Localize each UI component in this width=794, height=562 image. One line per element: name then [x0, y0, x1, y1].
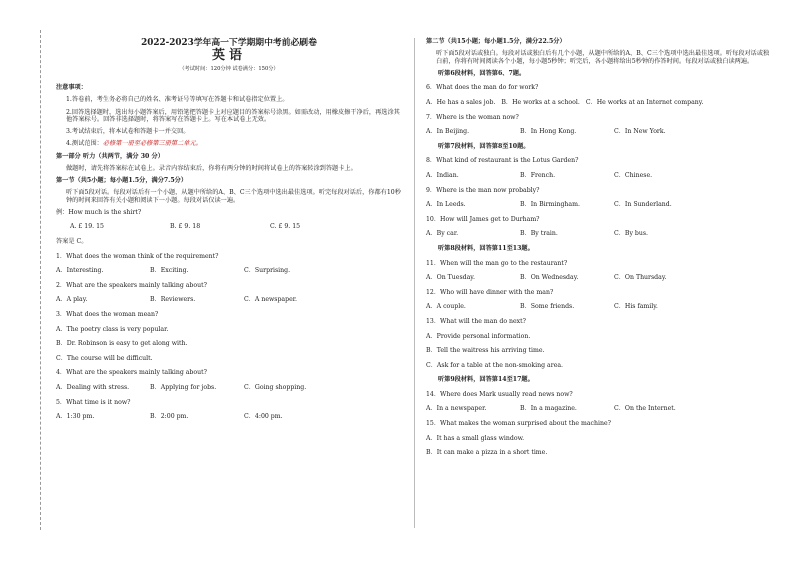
option: B．By train. — [520, 230, 558, 238]
notice-item: 1.答卷前，考生务必将自己的姓名、准考证号等填写在答题卡和试卷指定位置上。 — [66, 96, 289, 104]
option: C．4:00 pm. — [244, 413, 283, 421]
notice-item: 2.回答选择题时，选出每小题答案后，用铅笔把答题卡上对应题目的答案标号涂黑。如需改动，用橡皮擦干净后，再选涂其他答案标号。回答非选择题时，将答案写在答题卡上。写在本试卷上无效。 — [66, 108, 400, 124]
question-text: 13．What will the man do next? — [426, 317, 526, 325]
example-question: 例：How much is the shirt? — [56, 208, 142, 216]
option-row — [426, 303, 772, 310]
binding-margin — [16, 30, 41, 530]
option: A．In Leeds. — [426, 201, 466, 209]
option-line: B．Dr. Robinson is easy to get along with. — [56, 340, 188, 348]
part1-question-list — [56, 253, 402, 421]
question-text: 11．When will the man go to the restaurant? — [426, 259, 568, 267]
option-row — [56, 267, 402, 274]
notice-heading: 注意事项： — [56, 84, 87, 92]
option: C．Surprising. — [244, 267, 291, 275]
exam-meta: （考试时间：120分钟 试卷满分：150分） — [179, 65, 279, 72]
option-row — [426, 230, 772, 237]
option: C．By bus. — [614, 230, 649, 238]
option-row — [426, 201, 772, 208]
option-line: C．Ask for a table at the non-smoking area. — [426, 361, 564, 369]
option-line: A．Provide personal information. — [426, 332, 531, 340]
option: B．On Wednesday. — [520, 274, 579, 282]
option: C．In New York. — [614, 128, 666, 136]
exam-title: 2022-2023学年高一下学期期中考前必刷卷 — [141, 38, 317, 48]
question-text: 2．What are the speakers mainly talking about? — [56, 281, 207, 289]
option: C．In Sunderland. — [614, 201, 672, 209]
option: B. £ 9. 18 — [170, 223, 201, 231]
left-column — [56, 38, 402, 428]
notice-item: 3.考试结束后，将本试卷和答题卡一并交回。 — [66, 128, 190, 136]
option-row — [56, 384, 402, 391]
option-row — [426, 128, 772, 135]
question-text: 12．Who will have dinner with the man? — [426, 288, 554, 296]
question-text: 3．What does the woman mean? — [56, 311, 159, 319]
section2-intro: 听下面5段对话或独白。每段对话或独白后有几个小题，从题中所给的A、B、C三个选项中选出最佳选项。听每段对话或独白前，你将有时间阅读各个小题，每小题5秒钟；听完后，各小题将给出5秒钟的作答时间。每段对话或独白读两遍。 — [436, 50, 770, 65]
scope-label: 4.测试范围： — [66, 140, 103, 148]
option: C．A newspaper. — [244, 296, 297, 304]
option: C．Chinese. — [614, 171, 653, 179]
option: A．Indian. — [426, 171, 459, 179]
right-column — [426, 38, 772, 464]
option: B．He works at a school. — [501, 99, 580, 106]
group-heading: 听第7段材料，回答第8至10题。 — [438, 142, 530, 150]
option-row — [56, 296, 402, 303]
option: A．A play. — [56, 296, 88, 304]
question-text: 10．How will James get to Durham? — [426, 215, 540, 223]
example-options — [56, 223, 402, 230]
option: C．His family. — [614, 303, 658, 311]
option: A．He has a sales job. — [426, 99, 496, 106]
part1-heading: 第一部分 听力（共两节，满分 30 分） — [56, 152, 164, 160]
question-text: 15．What makes the woman surprised about the machine? — [426, 420, 611, 428]
option: A．In Beijing. — [426, 128, 470, 136]
question-text: 5．What time is it now? — [56, 398, 131, 406]
section1-heading: 第一节（共5小题；每小题1.5分，满分7.5分） — [56, 177, 188, 185]
subject-title: 英语 — [211, 48, 246, 64]
option: B．2:00 pm. — [150, 413, 189, 421]
option: B．French. — [520, 171, 556, 179]
option: B．In a magazine. — [520, 405, 577, 413]
example-answer: 答案是 C。 — [56, 238, 88, 246]
option: A．On Tuesday. — [426, 274, 475, 282]
question-text: 14．Where does Mark usually read news now? — [426, 390, 573, 398]
question-text: 1．What does the woman think of the requirement? — [56, 252, 219, 260]
option-line: A．The poetry class is very popular. — [56, 325, 169, 333]
option: C．He works at an Internet company. — [585, 99, 704, 106]
notice-scope — [56, 140, 402, 147]
option-line: B．Tell the waitress his arriving time. — [426, 347, 545, 355]
option: A. £ 19. 15 — [70, 223, 104, 231]
option: C．On the Internet. — [614, 405, 676, 413]
option: C. £ 9. 15 — [270, 223, 301, 231]
option: A．Dealing with stress. — [56, 383, 130, 391]
option: B．Reviewers. — [150, 296, 196, 304]
option: C．Going shopping. — [244, 383, 307, 391]
option: A．A couple. — [426, 303, 466, 311]
group-heading: 听第8段材料，回答第11至13题。 — [438, 244, 534, 252]
column-divider — [414, 38, 415, 528]
option: C．On Thursday. — [614, 274, 667, 282]
option: B．Applying for jobs. — [150, 383, 217, 391]
option-line: B．It can make a pizza in a short time. — [426, 449, 548, 457]
question-text: 9．Where is the man now probably? — [426, 186, 540, 194]
option: B．In Birmingham. — [520, 201, 580, 209]
scope-value: 必修第一册至必修第三册第二单元。 — [102, 140, 202, 148]
option-row — [426, 172, 772, 179]
question-text: 6．What does the man do for work? — [426, 84, 539, 92]
question-text: 4．What are the speakers mainly talking about? — [56, 369, 207, 377]
option: A．1:30 pm. — [56, 413, 95, 421]
option: A．In a newspaper. — [426, 405, 487, 413]
option-line: A．It has a small glass window. — [426, 434, 525, 442]
option: B．Some friends. — [520, 303, 575, 311]
option-line: C．The course will be difficult. — [56, 354, 153, 362]
question-text: 8．What kind of restaurant is the Lotus Garden? — [426, 157, 579, 165]
part1-intro: 做题时，请先将答案标在试卷上。录音内容结束后，你将有两分钟的时间将试卷上的答案转涂到答题卡上。 — [66, 164, 357, 172]
section2-question-list — [426, 70, 772, 457]
option: A．Interesting. — [56, 267, 104, 275]
option: B．In Hong Kong. — [520, 128, 577, 136]
option-row — [56, 413, 402, 420]
group-heading: 听第6段材料，回答第6、7题。 — [438, 69, 526, 77]
section2-heading: 第二节（共15小题；每小题1.5分，满分22.5分） — [426, 38, 566, 45]
group-heading: 听第9段材料，回答第14至17题。 — [438, 376, 534, 384]
section1-intro: 听下面5段对话。每段对话后有一个小题，从题中所给的A、B、C三个选项中选出最佳选项。听完每段对话后，你都有10秒钟的时间来回答有关小题和阅读下一小题。每段对话仅读一遍。 — [66, 189, 401, 204]
option-row — [426, 405, 772, 412]
option: B．Exciting. — [150, 267, 189, 275]
option-row — [426, 274, 772, 281]
option-row — [426, 99, 772, 106]
option: A．By car. — [426, 230, 459, 238]
question-text: 7．Where is the woman now? — [426, 113, 519, 121]
